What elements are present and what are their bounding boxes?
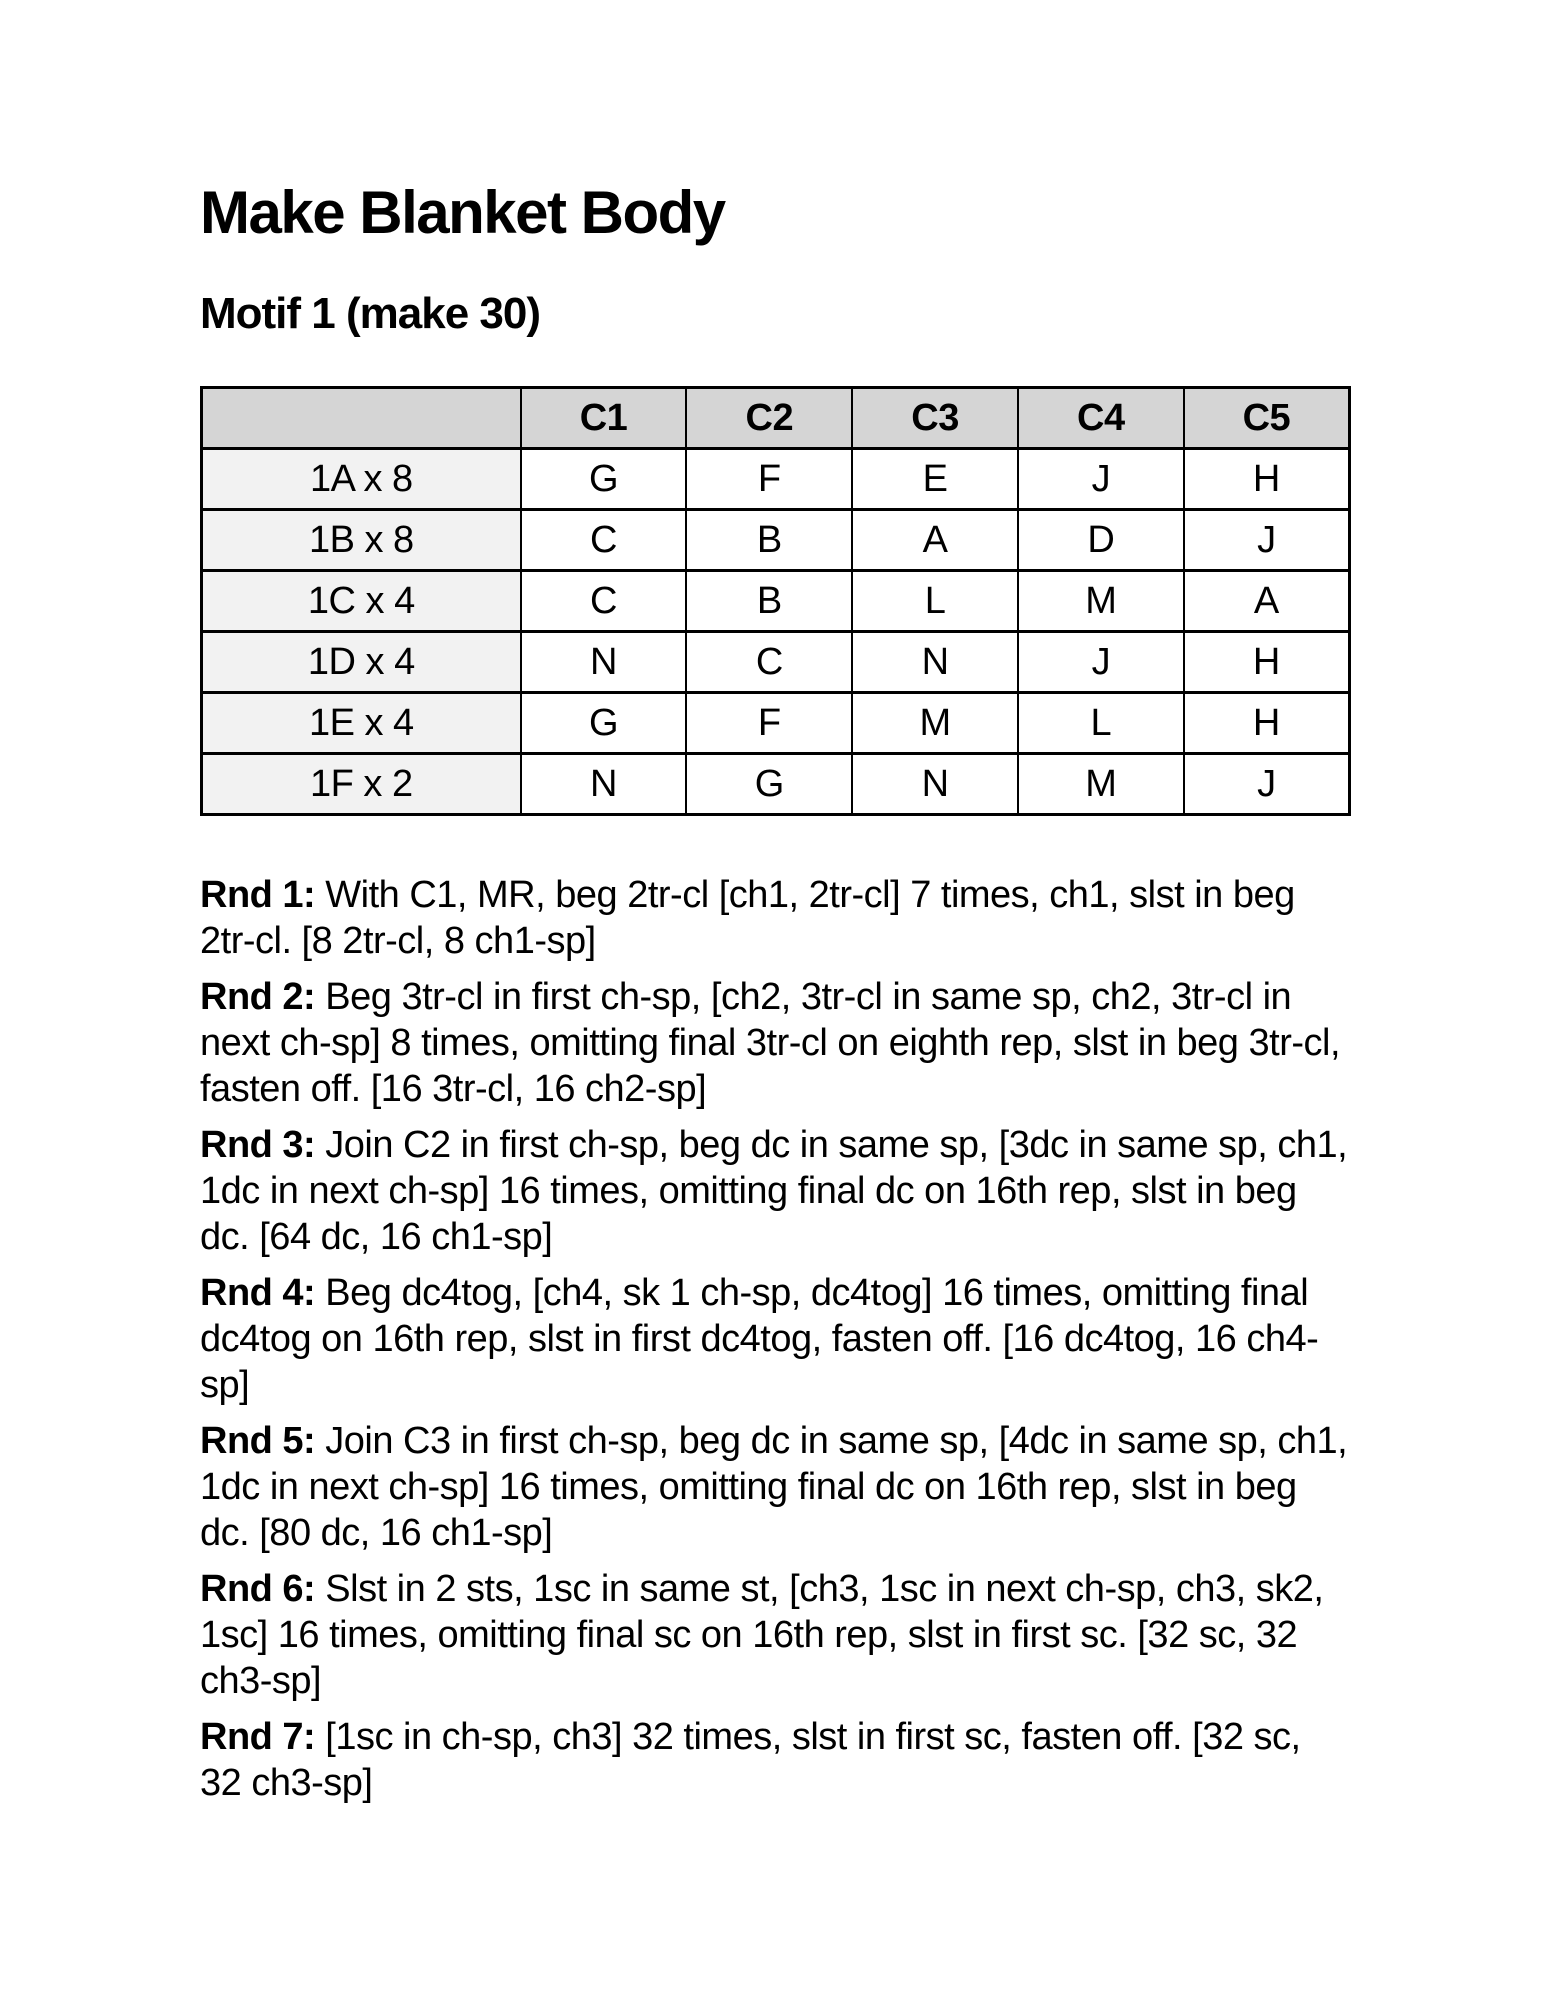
round-1-label: Rnd 1: (200, 873, 316, 916)
round-6-label: Rnd 6: (200, 1567, 316, 1610)
round-2-text: Beg 3tr-cl in first ch-sp, [ch2, 3tr-cl in same sp, ch2, 3tr-cl in next ch-sp] 8 times, omitting final 3tr-cl on eighth rep, slst in beg 3tr-cl, fasten off. [16 3tr-cl, 16 ch2-sp] (200, 975, 1341, 1110)
table-cell: H (1184, 631, 1350, 692)
round-5-text: Join C3 in first ch-sp, beg dc in same sp, [4dc in same sp, ch1, 1dc in next ch-sp] 16 times, omitting final dc on 16th rep, slst in beg dc. [80 dc, 16 ch1-sp] (200, 1419, 1348, 1554)
table-row-1f (202, 753, 1350, 814)
row-label-1a: 1A x 8 (202, 448, 521, 509)
table-row-1d (202, 631, 1350, 692)
table-cell: M (852, 692, 1018, 753)
table-cell: F (686, 692, 852, 753)
table-cell: N (852, 753, 1018, 814)
table-header-row (202, 387, 1350, 448)
table-cell: A (852, 509, 1018, 570)
table-header-c4: C4 (1018, 387, 1184, 448)
round-1-text: With C1, MR, beg 2tr-cl [ch1, 2tr-cl] 7 times, ch1, slst in beg 2tr-cl. [8 2tr-cl, 8 ch1-sp] (200, 873, 1295, 962)
round-4-instruction (200, 1270, 1351, 1408)
table-cell: N (521, 631, 687, 692)
round-2-label: Rnd 2: (200, 975, 316, 1018)
row-label-1d: 1D x 4 (202, 631, 521, 692)
table-cell: J (1018, 448, 1184, 509)
round-3-text: Join C2 in first ch-sp, beg dc in same sp, [3dc in same sp, ch1, 1dc in next ch-sp] 16 times, omitting final dc on 16th rep, slst in beg dc. [64 dc, 16 ch1-sp] (200, 1123, 1348, 1258)
row-label-1f: 1F x 2 (202, 753, 521, 814)
row-label-1c: 1C x 4 (202, 570, 521, 631)
page-title: Make Blanket Body (200, 179, 725, 246)
round-3-label: Rnd 3: (200, 1123, 316, 1166)
table-cell: H (1184, 448, 1350, 509)
round-7-label: Rnd 7: (200, 1715, 316, 1758)
table-row-1e (202, 692, 1350, 753)
table-cell: C (521, 570, 687, 631)
round-4-text: Beg dc4tog, [ch4, sk 1 ch-sp, dc4tog] 16 times, omitting final dc4tog on 16th rep, slst in first dc4tog, fasten off. [16 dc4tog, 16 ch4-sp] (200, 1271, 1319, 1406)
table-row-1b (202, 509, 1350, 570)
table-cell: H (1184, 692, 1350, 753)
round-7-instruction (200, 1714, 1351, 1806)
table-cell: D (1018, 509, 1184, 570)
round-5-instruction (200, 1418, 1351, 1556)
table-header-c1: C1 (521, 387, 687, 448)
table-cell: C (521, 509, 687, 570)
table-cell: M (1018, 570, 1184, 631)
table-cell: A (1184, 570, 1350, 631)
table-row-1c (202, 570, 1350, 631)
section-heading-motif-1: Motif 1 (make 30) (200, 289, 540, 338)
table-cell: E (852, 448, 1018, 509)
table-row-1a (202, 448, 1350, 509)
round-2-instruction (200, 974, 1351, 1112)
table-cell: G (521, 692, 687, 753)
row-label-1e: 1E x 4 (202, 692, 521, 753)
table-cell: M (1018, 753, 1184, 814)
table-cell: J (1018, 631, 1184, 692)
round-4-label: Rnd 4: (200, 1271, 316, 1314)
round-1-instruction (200, 872, 1351, 964)
table-cell: L (852, 570, 1018, 631)
round-3-instruction (200, 1122, 1351, 1260)
table-header-c3: C3 (852, 387, 1018, 448)
table-cell: F (686, 448, 852, 509)
table-corner-cell (202, 387, 521, 448)
table-cell: B (686, 509, 852, 570)
color-assignment-table (200, 386, 1351, 816)
table-cell: J (1184, 509, 1350, 570)
table-cell: C (686, 631, 852, 692)
round-5-label: Rnd 5: (200, 1419, 316, 1462)
round-6-instruction (200, 1566, 1351, 1704)
table-header-c5: C5 (1184, 387, 1350, 448)
table-header-c2: C2 (686, 387, 852, 448)
table-cell: B (686, 570, 852, 631)
round-instructions (200, 872, 1351, 1806)
table-cell: L (1018, 692, 1184, 753)
table-cell: G (686, 753, 852, 814)
round-7-text: [1sc in ch-sp, ch3] 32 times, slst in first sc, fasten off. [32 sc, 32 ch3-sp] (200, 1715, 1301, 1804)
row-label-1b: 1B x 8 (202, 509, 521, 570)
round-6-text: Slst in 2 sts, 1sc in same st, [ch3, 1sc in next ch-sp, ch3, sk2, 1sc] 16 times, omitting final sc on 16th rep, slst in first sc. [32 sc, 32 ch3-sp] (200, 1567, 1324, 1702)
table-cell: N (852, 631, 1018, 692)
table-cell: N (521, 753, 687, 814)
table-cell: J (1184, 753, 1350, 814)
table-cell: G (521, 448, 687, 509)
